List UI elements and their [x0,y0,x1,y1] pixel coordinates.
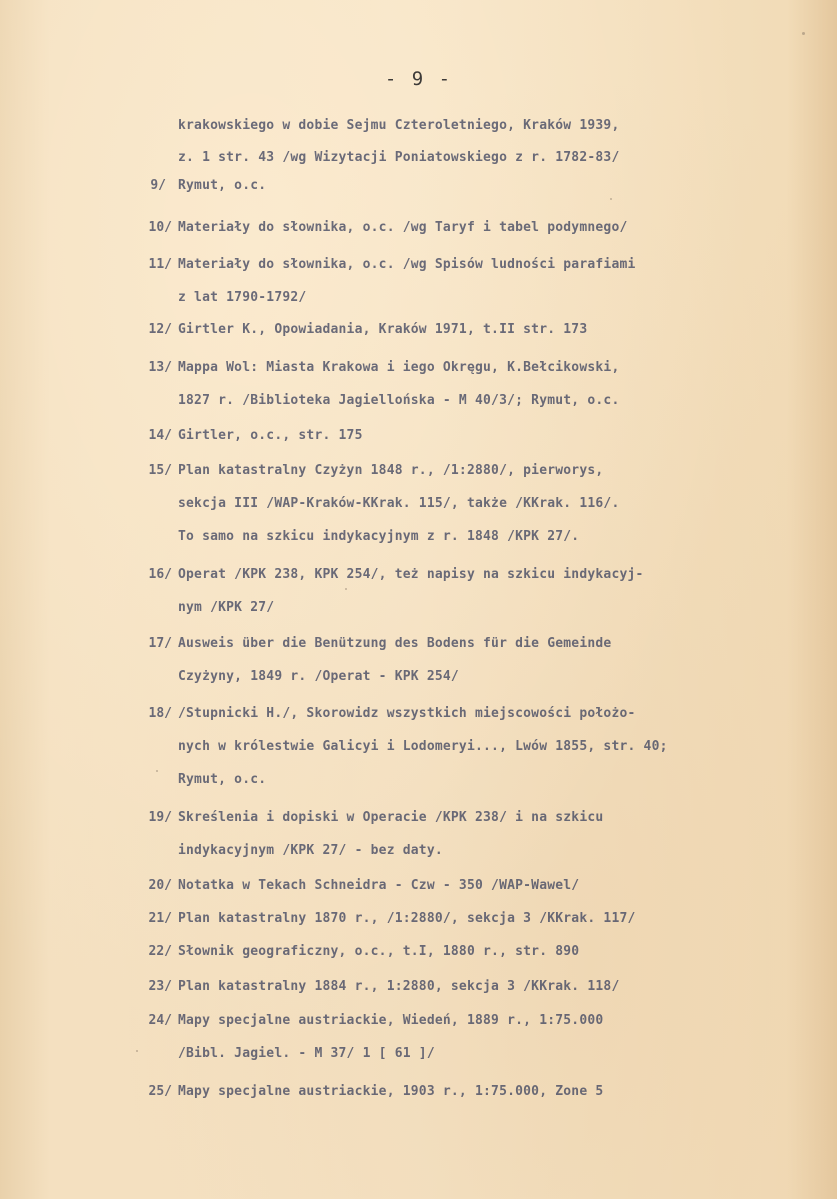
note-11-line-2: z lat 1790-1792/ [178,290,307,305]
note-20-line-1: Notatka w Tekach Schneidra - Czw - 350 /WAP-Wawel/ [178,878,580,893]
note-8-line-1: krakowskiego w dobie Sejmu Czteroletniego, Kraków 1939, [178,118,620,133]
note-19-line-2: indykacyjnym /KPK 27/ - bez daty. [178,843,443,858]
note-number: 24/ [148,1013,172,1028]
paper-speck [156,770,158,772]
note-19-line-1: Skreślenia i dopiski w Operacie /KPK 238/ i na szkicu [178,810,604,825]
note-15-line-2: sekcja III /WAP-Kraków-KKrak. 115/, także /KKrak. 116/. [178,496,620,511]
page-number: - 9 - [384,68,453,90]
note-11-line-1: Materiały do słownika, o.c. /wg Spisów ludności parafiami [178,257,636,272]
note-number: 13/ [148,360,172,375]
paper-speck [345,588,347,590]
note-17-line-2: Czyżyny, 1849 r. /Operat - KPK 254/ [178,669,459,684]
note-24-line-1: Mapy specjalne austriackie, Wiedeń, 1889 r., 1:75.000 [178,1013,604,1028]
note-number: 9/ [150,178,166,193]
note-number: 17/ [148,636,172,651]
note-number: 25/ [148,1084,172,1099]
note-17-line-1: Ausweis über die Benützung des Bodens für die Gemeinde [178,636,612,651]
note-number: 22/ [148,944,172,959]
note-number: 10/ [148,220,172,235]
note-number: 15/ [148,463,172,478]
note-12-line-1: Girtler K., Opowiadania, Kraków 1971, t.II str. 173 [178,322,588,337]
note-18-line-2: nych w królestwie Galicyi i Lodomeryi..., Lwów 1855, str. 40; [178,739,668,754]
note-number: 23/ [148,979,172,994]
paper-speck [610,198,612,200]
note-16-line-2: nym /KPK 27/ [178,600,275,615]
note-9-line-1: Rymut, o.c. [178,178,267,193]
note-number: 16/ [148,567,172,582]
note-number: 18/ [148,706,172,721]
note-24-line-2: /Bibl. Jagiel. - M 37/ 1 [ 61 ]/ [178,1046,435,1061]
note-25-line-1: Mapy specjalne austriackie, 1903 r., 1:75.000, Zone 5 [178,1084,604,1099]
note-15-line-1: Plan katastralny Czyżyn 1848 r., /1:2880/, pierworys, [178,463,604,478]
note-23-line-1: Plan katastralny 1884 r., 1:2880, sekcja 3 /KKrak. 118/ [178,979,620,994]
note-13-line-1: Mappa Wol: Miasta Krakowa i iego Okręgu, K.Bełcikowski, [178,360,620,375]
note-number: 12/ [148,322,172,337]
note-16-line-1: Operat /KPK 238, KPK 254/, też napisy na szkicu indykacyj- [178,567,644,582]
note-number: 11/ [148,257,172,272]
note-15-line-3: To samo na szkicu indykacyjnym z r. 1848 /KPK 27/. [178,529,580,544]
note-number: 19/ [148,810,172,825]
note-22-line-1: Słownik geograficzny, o.c., t.I, 1880 r., str. 890 [178,944,580,959]
note-21-line-1: Plan katastralny 1870 r., /1:2880/, sekcja 3 /KKrak. 117/ [178,911,636,926]
paper-speck [136,1050,138,1052]
note-18-line-1: /Stupnicki H./, Skorowidz wszystkich miejscowości położo- [178,706,636,721]
note-13-line-2: 1827 r. /Biblioteka Jagiellońska - M 40/3/; Rymut, o.c. [178,393,620,408]
note-10-line-1: Materiały do słownika, o.c. /wg Taryf i tabel podymnego/ [178,220,628,235]
note-number: 21/ [148,911,172,926]
note-14-line-1: Girtler, o.c., str. 175 [178,428,363,443]
note-number: 14/ [148,428,172,443]
note-number: 20/ [148,878,172,893]
paper-speck [802,32,805,35]
note-8-line-2: z. 1 str. 43 /wg Wizytacji Poniatowskiego z r. 1782-83/ [178,150,620,165]
note-18-line-3: Rymut, o.c. [178,772,267,787]
